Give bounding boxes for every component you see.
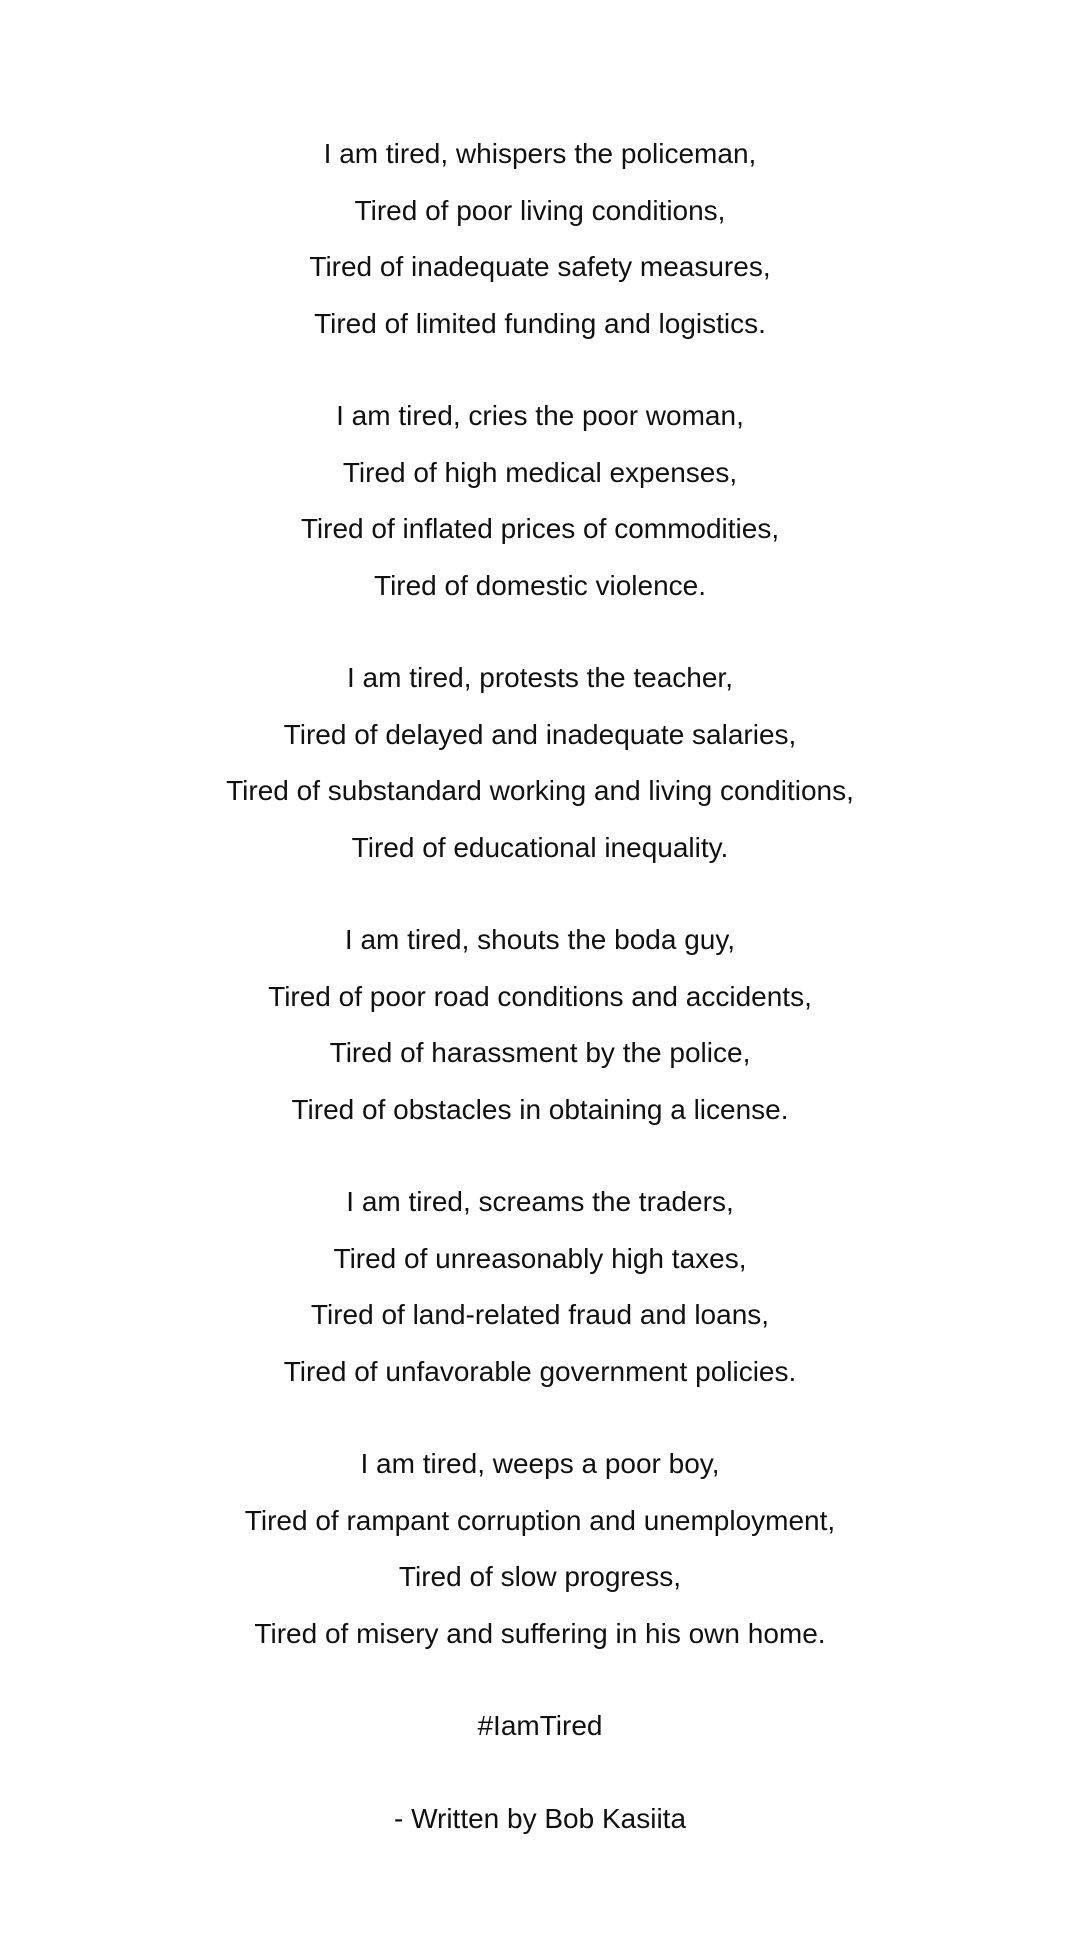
poem-line: I am tired, whispers the policeman, <box>323 138 757 169</box>
poem-line: Tired of obstacles in obtaining a license. <box>291 1093 789 1125</box>
poem-line: Tired of harassment by the police, <box>329 1037 751 1068</box>
poem-line: Tired of unreasonably high taxes, <box>333 1242 747 1274</box>
poem-line: I am tired, shouts the boda guy, <box>344 924 736 955</box>
poem-line: Tired of land-related fraud and loans, <box>310 1299 770 1330</box>
poem-line: Tired of inflated prices of commodities, <box>300 513 780 544</box>
stanza-teacher <box>0 650 1080 876</box>
poem-line: Tired of domestic violence. <box>374 569 706 601</box>
stanza-traders <box>0 1174 1080 1400</box>
poem-line: Tired of high medical expenses, <box>342 456 738 488</box>
poem-line: Tired of rampant corruption and unemployment, <box>244 1504 836 1536</box>
poem-line: Tired of unfavorable government policies. <box>283 1355 797 1387</box>
stanza-poor-boy <box>0 1436 1080 1662</box>
poem-line: Tired of limited funding and logistics. <box>314 307 766 339</box>
poem-line: Tired of slow progress, <box>398 1561 682 1592</box>
poem-line: I am tired, protests the teacher, <box>347 662 733 693</box>
poem-line: Tired of poor road conditions and accidents, <box>268 980 812 1012</box>
poem-line: Tired of delayed and inadequate salaries, <box>283 718 797 750</box>
poem-line: Tired of poor living conditions, <box>354 194 726 226</box>
poem-line: I am tired, screams the traders, <box>346 1186 734 1217</box>
poem-line: Tired of misery and suffering in his own home. <box>254 1617 826 1649</box>
poem-line: I am tired, weeps a poor boy, <box>360 1448 720 1479</box>
poem-line: Tired of inadequate safety measures, <box>309 251 771 282</box>
stanza-boda-guy <box>0 912 1080 1138</box>
poem-line: Tired of substandard working and living conditions, <box>226 775 854 806</box>
poem-line: Tired of educational inequality. <box>351 831 729 863</box>
hashtag: #IamTired <box>477 1710 603 1741</box>
poem-line: I am tired, cries the poor woman, <box>336 400 744 431</box>
stanza-poor-woman <box>0 388 1080 614</box>
stanza-policeman <box>0 126 1080 352</box>
author-credit: - Written by Bob Kasiita <box>393 1802 687 1834</box>
